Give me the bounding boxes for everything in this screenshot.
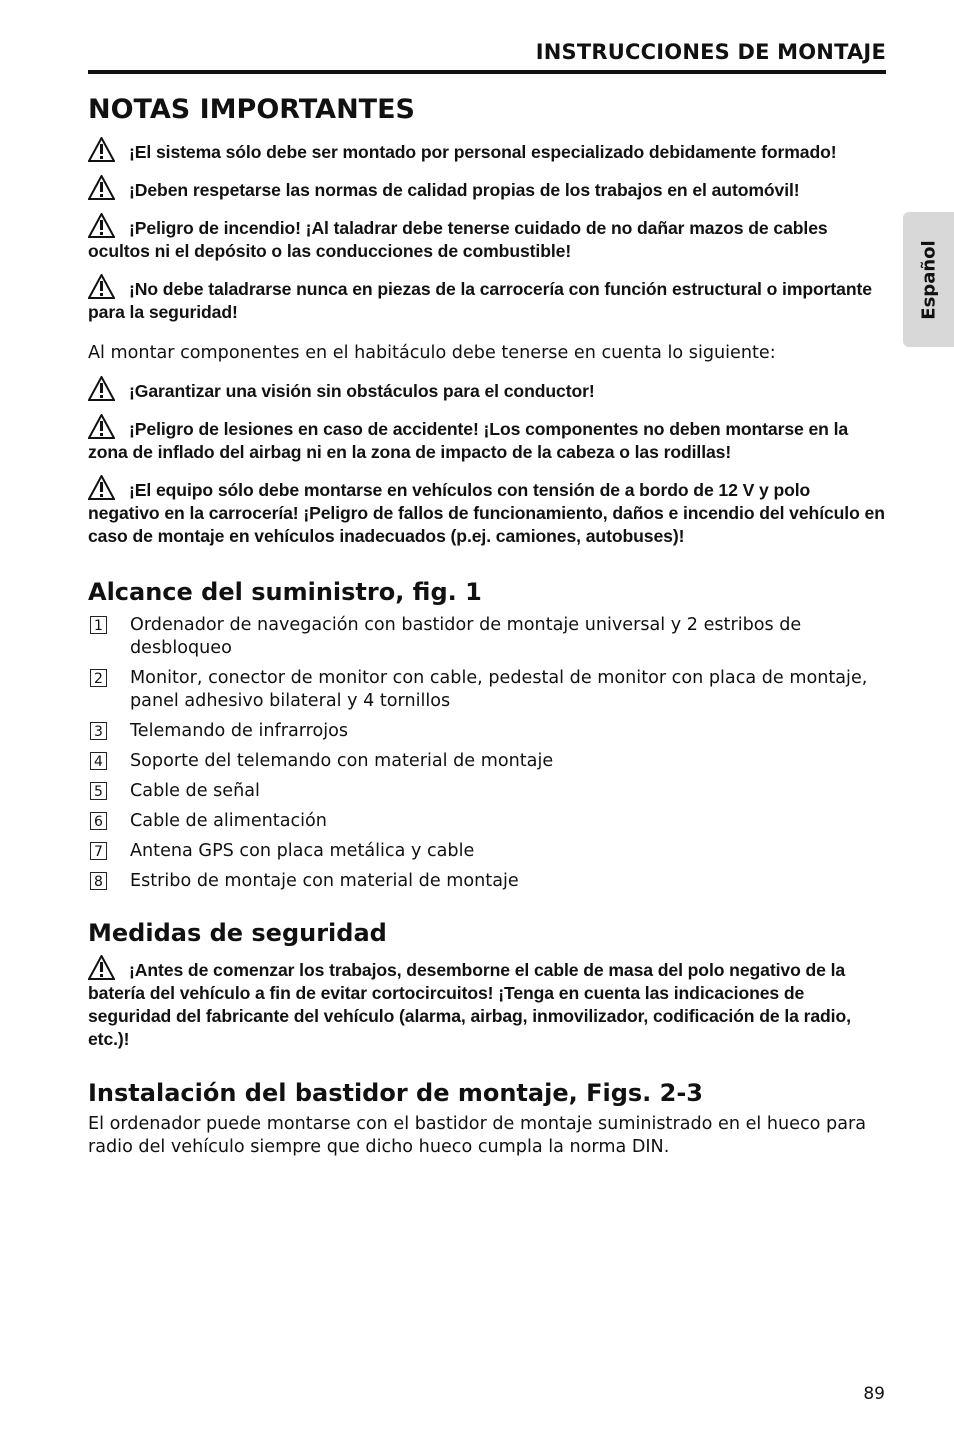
- warnings-list-a: [88, 137, 886, 324]
- warning-triangle-icon: [88, 414, 115, 439]
- frame-installation-text: El ordenador puede montarse con el bastidor de montaje suministrado en el hueco para radio del vehículo siempre que dicho hueco cumpla la norma DIN.: [88, 1114, 866, 1157]
- warning-text: ¡Deben respetarse las normas de calidad propias de los trabajos en el automóvil!: [129, 180, 800, 200]
- list-item: [88, 840, 886, 863]
- list-item-number: 3: [90, 722, 107, 740]
- warning-text: ¡Garantizar una visión sin obstáculos para el conductor!: [129, 381, 595, 401]
- warning-safety-text: ¡Antes de comenzar los trabajos, desemborne el cable de masa del polo negativo de la batería del vehículo a fin de evitar cortocircuitos! ¡Tenga en cuenta las indicaciones de seguridad del fabricante del vehículo (alarma, airbag, inmovilizador, codificación de la radio, etc.)!: [88, 960, 851, 1049]
- list-item-number: 6: [90, 812, 107, 830]
- list-item-text: Monitor, conector de monitor con cable, pedestal de monitor con placa de montaje, panel adhesivo bilateral y 4 tornillos: [130, 668, 868, 711]
- warning-triangle-icon: [88, 137, 115, 162]
- warning-item: [88, 475, 886, 548]
- list-item: [88, 810, 886, 833]
- warning-item: [88, 175, 886, 202]
- list-item-text: Estribo de montaje con material de montaje: [130, 871, 519, 891]
- header-title: INSTRUCCIONES DE MONTAJE: [535, 40, 886, 64]
- warning-triangle-icon: [88, 475, 115, 500]
- warning-triangle-icon: [88, 213, 115, 238]
- list-item-number: 4: [90, 752, 107, 770]
- list-item-number: 2: [90, 669, 107, 687]
- list-item-text: Cable de señal: [130, 781, 260, 801]
- delivery-scope-list: [88, 614, 886, 893]
- list-item-text: Telemando de infrarrojos: [130, 721, 349, 741]
- list-item: [88, 720, 886, 743]
- page-number: 89: [863, 1384, 885, 1404]
- list-item-text: Cable de alimentación: [130, 811, 327, 831]
- list-item: [88, 667, 886, 713]
- section-title-safety-measures: Medidas de seguridad: [88, 919, 387, 947]
- warning-text: ¡Peligro de incendio! ¡Al taladrar debe tenerse cuidado de no dañar mazos de cables ocultos ni el depósito o las conducciones de combustible!: [88, 218, 828, 261]
- warning-text: ¡El equipo sólo debe montarse en vehículos con tensión de a bordo de 12 V y polo negativo en la carrocería! ¡Peligro de fallos de funcionamiento, daños e incendio del vehículo en caso de montaje en vehículos inadecuados (p.ej. camiones, autobuses)!: [88, 480, 885, 546]
- language-tab: [903, 212, 954, 347]
- section-title-delivery-scope: Alcance del suministro, fig. 1: [88, 578, 482, 606]
- page-content: [88, 94, 886, 1159]
- warning-safety: [88, 955, 886, 1051]
- warning-item: [88, 213, 886, 263]
- warnings-list-b: [88, 376, 886, 548]
- warning-text: ¡El sistema sólo debe ser montado por personal especializado debidamente formado!: [129, 142, 837, 162]
- warning-triangle-icon: [88, 376, 115, 401]
- list-item-number: 1: [90, 616, 107, 634]
- section-title-important-notes: NOTAS IMPORTANTES: [88, 94, 415, 125]
- warning-item: [88, 137, 886, 164]
- list-item-number: 7: [90, 842, 107, 860]
- list-item-text: Ordenador de navegación con bastidor de montaje universal y 2 estribos de desbloqueo: [130, 615, 802, 658]
- warning-triangle-icon: [88, 955, 115, 980]
- warning-item: [88, 414, 886, 464]
- intro-paragraph: Al montar componentes en el habitáculo debe tenerse en cuenta lo siguiente:: [88, 343, 776, 363]
- section-title-frame-installation: Instalación del bastidor de montaje, Figs. 2-3: [88, 1079, 703, 1107]
- list-item: [88, 614, 886, 660]
- page-header: [88, 38, 886, 74]
- list-item: [88, 750, 886, 773]
- list-item-number: 8: [90, 872, 107, 890]
- warning-triangle-icon: [88, 175, 115, 200]
- language-tab-label: Español: [918, 239, 939, 320]
- list-item-text: Antena GPS con placa metálica y cable: [130, 841, 475, 861]
- warning-item: [88, 274, 886, 324]
- warning-text: ¡No debe taladrarse nunca en piezas de la carrocería con función estructural o importante para la seguridad!: [88, 279, 872, 322]
- warning-item: [88, 376, 886, 403]
- warning-triangle-icon: [88, 274, 115, 299]
- warning-text: ¡Peligro de lesiones en caso de accidente! ¡Los componentes no deben montarse en la zona de inflado del airbag ni en la zona de impacto de la cabeza o las rodillas!: [88, 419, 849, 462]
- list-item-number: 5: [90, 782, 107, 800]
- list-item-text: Soporte del telemando con material de montaje: [130, 751, 554, 771]
- list-item: [88, 780, 886, 803]
- list-item: [88, 870, 886, 893]
